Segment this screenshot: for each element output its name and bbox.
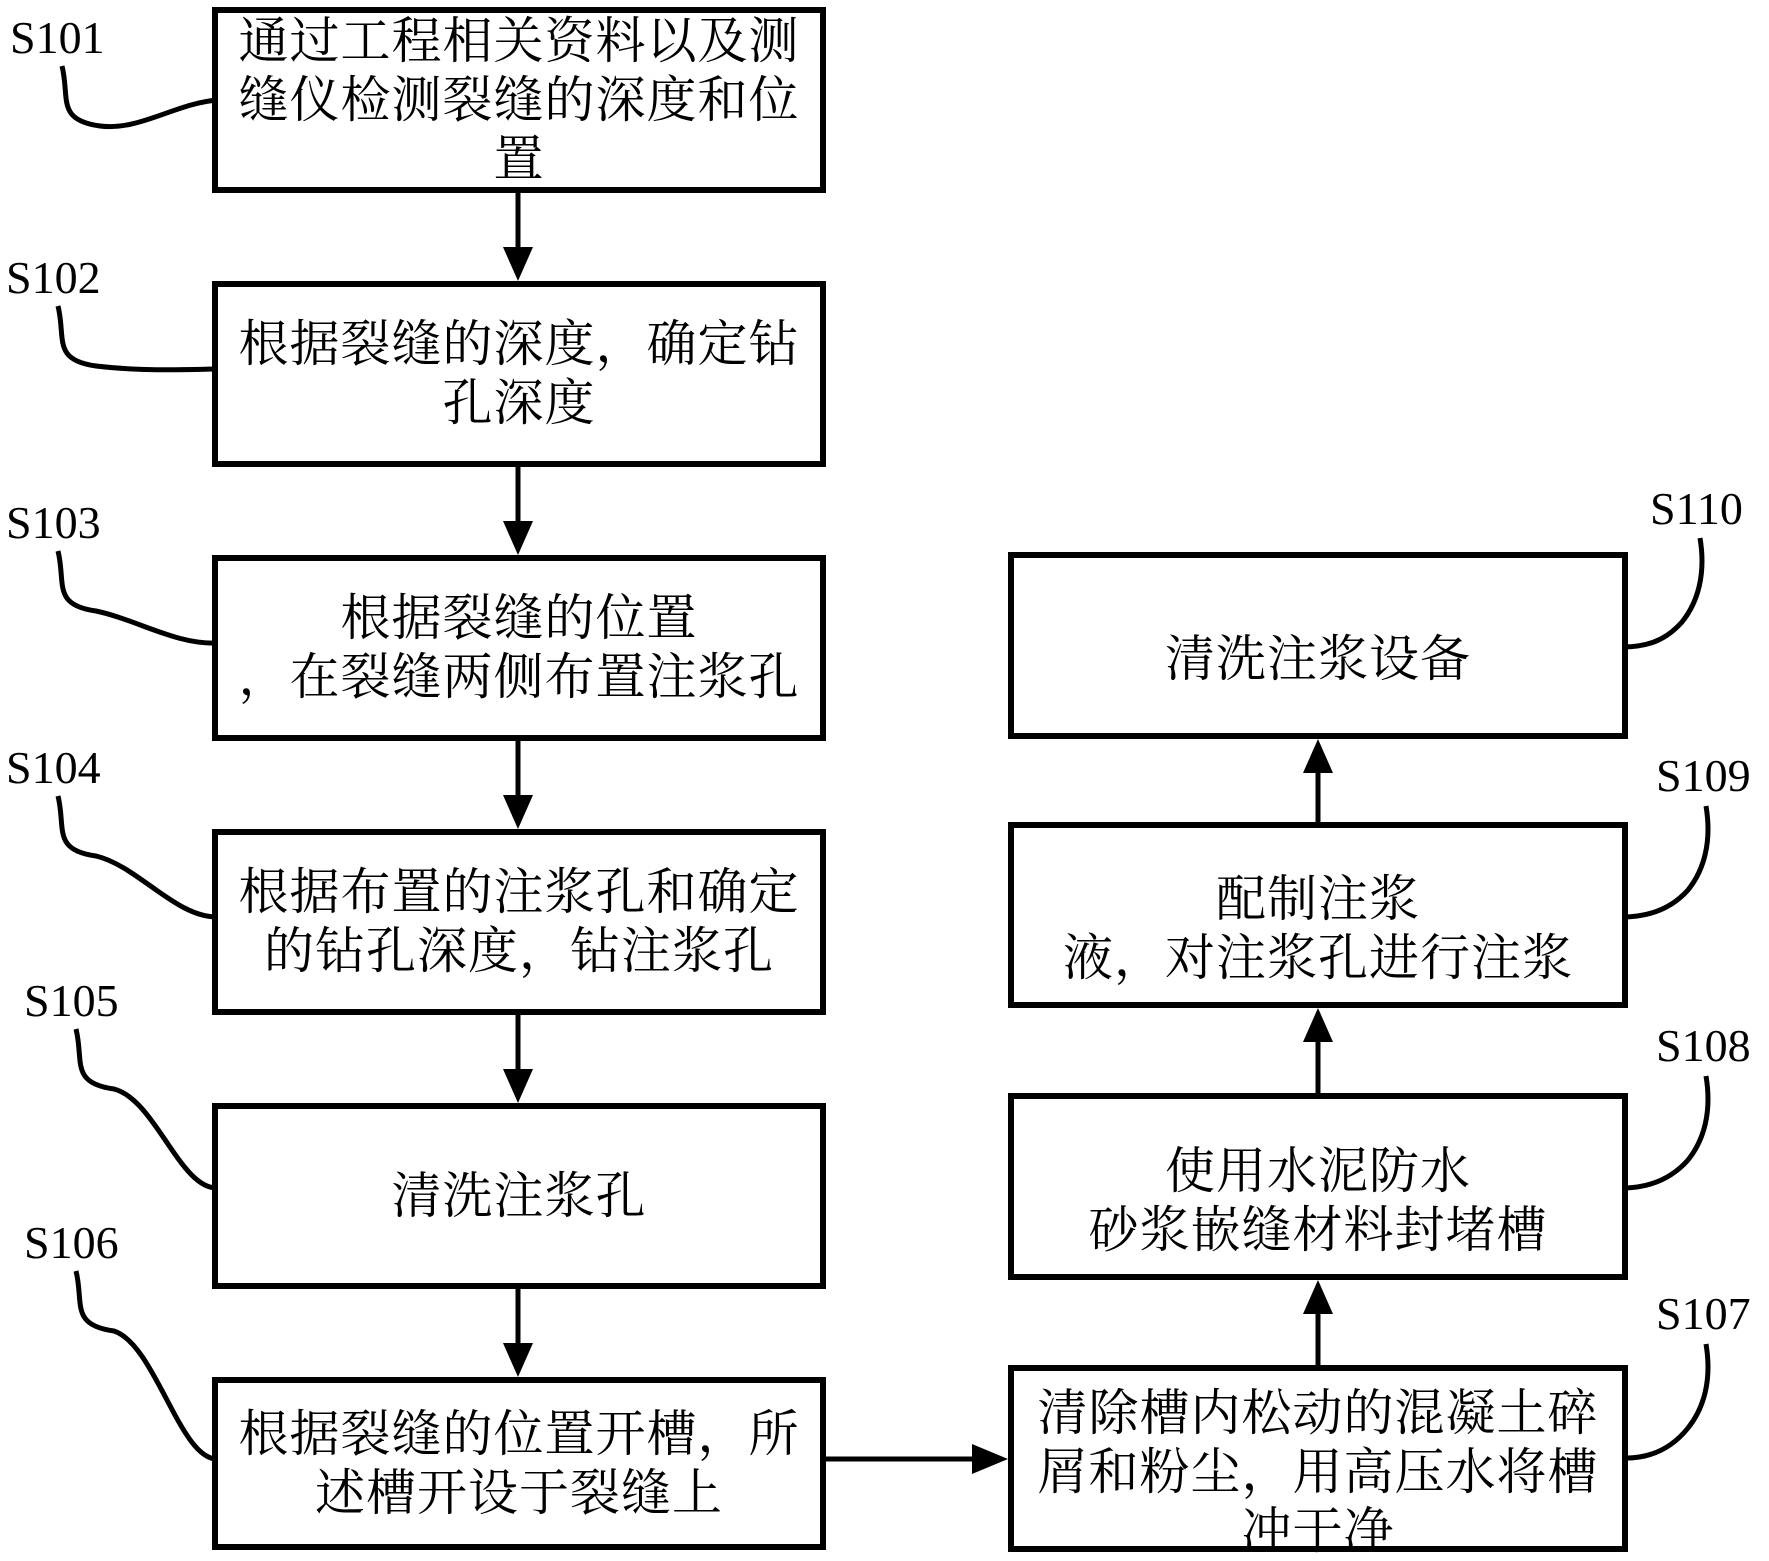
step-text-line: 根据布置的注浆孔和确定	[238, 864, 800, 920]
arrow-s103-s104	[503, 741, 533, 829]
arrow-s102-s103	[503, 467, 533, 555]
step-text-line: 清洗注浆孔	[391, 1167, 647, 1224]
leader-s109	[1622, 806, 1708, 917]
arrow-s104-s105	[503, 1015, 533, 1103]
leader-s103	[58, 551, 218, 643]
arrow-s109-s110	[1303, 739, 1333, 822]
step-box-s107	[1008, 1365, 1628, 1559]
step-box-s105	[212, 1103, 826, 1289]
step-box-s103	[212, 555, 826, 741]
arrow-s108-s109	[1303, 1008, 1333, 1093]
leader-s101	[62, 66, 218, 127]
leader-s104	[58, 796, 218, 917]
leader-s105	[76, 1029, 218, 1188]
step-label-s106: S106	[24, 1217, 119, 1268]
step-text-line: 液，对注浆孔进行注浆	[1063, 930, 1573, 986]
step-label-s101: S101	[10, 12, 105, 63]
step-box-s110	[1008, 552, 1628, 739]
step-text-line: 孔深度	[442, 375, 596, 431]
step-label-s105: S105	[24, 975, 119, 1026]
step-label-s102: S102	[6, 252, 101, 303]
step-box-s108	[1008, 1093, 1628, 1280]
arrow-s101-s102	[503, 193, 533, 281]
step-text-line: 根据裂缝的深度，确定钻	[238, 316, 800, 372]
step-label-s107: S107	[1656, 1288, 1751, 1339]
step-box-s106	[212, 1377, 826, 1550]
leader-s106	[76, 1271, 218, 1459]
leader-s102	[58, 306, 218, 370]
leader-s110	[1622, 538, 1702, 647]
step-text-line: 缝仪检测裂缝的深度和位	[238, 71, 800, 128]
step-box-s104	[212, 829, 826, 1015]
leader-s107	[1622, 1344, 1708, 1458]
step-text-line: 置	[493, 130, 545, 187]
step-label-s103: S103	[6, 497, 101, 548]
step-text-line: 清洗注浆设备	[1165, 631, 1471, 687]
step-text-line: 使用水泥防水	[1165, 1142, 1471, 1199]
arrow-s106-s107	[826, 1444, 1008, 1474]
step-text-line: 根据裂缝的位置	[340, 590, 698, 646]
step-label-s109: S109	[1656, 750, 1751, 801]
step-text-line: 的钻孔深度，钻注浆孔	[264, 923, 774, 979]
step-box-s101	[212, 7, 826, 193]
arrow-s105-s106	[503, 1289, 533, 1377]
step-text-line: 配制注浆	[1216, 871, 1420, 927]
step-text-line: 根据裂缝的位置开槽，所	[238, 1405, 800, 1462]
step-label-s104: S104	[6, 742, 101, 793]
step-text-line: 通过工程相关资料以及测	[238, 12, 800, 69]
step-text-line: 冲干净	[1241, 1503, 1395, 1559]
leader-s108	[1622, 1076, 1708, 1188]
step-box-s102	[212, 281, 826, 467]
step-text-line: 砂浆嵌缝材料封堵槽	[1088, 1201, 1548, 1258]
arrow-s107-s108	[1303, 1280, 1333, 1365]
step-text-line: 屑和粉尘，用高压水将槽	[1037, 1444, 1599, 1500]
step-label-s108: S108	[1656, 1020, 1751, 1071]
step-text-line: ，在裂缝两侧布置注浆孔	[238, 649, 800, 705]
step-text-line: 清除槽内松动的混凝土碎	[1037, 1385, 1599, 1441]
step-box-s109	[1008, 822, 1628, 1008]
step-label-s110: S110	[1650, 483, 1743, 534]
step-text-line: 述槽开设于裂缝上	[315, 1464, 723, 1521]
